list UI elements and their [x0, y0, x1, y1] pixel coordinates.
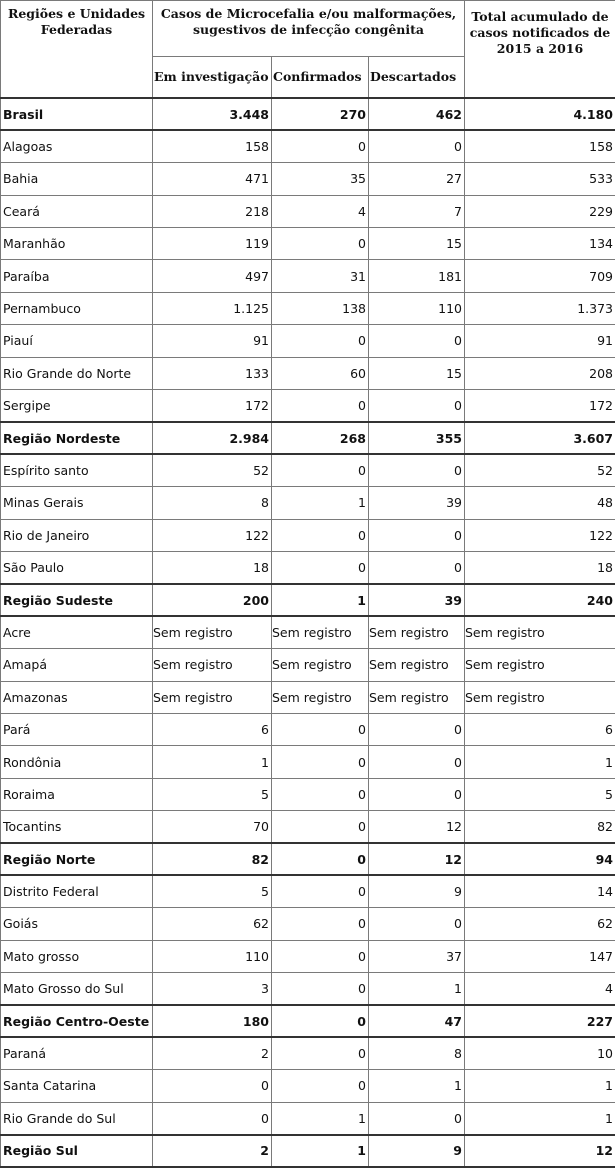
- discarded-cell: Sem registro: [369, 616, 465, 648]
- investigation-cell: 200: [153, 584, 272, 616]
- total-cell: 48: [465, 487, 615, 519]
- row-label: Piauí: [1, 325, 153, 357]
- row-label: Mato grosso: [1, 940, 153, 972]
- discarded-cell: 0: [369, 454, 465, 486]
- confirmed-cell: 0: [272, 940, 369, 972]
- investigation-cell: 110: [153, 940, 272, 972]
- table-row: [1, 130, 615, 162]
- discarded-cell: 0: [369, 551, 465, 583]
- confirmed-cell: 0: [272, 551, 369, 583]
- table-row: [1, 1070, 615, 1102]
- confirmed-cell: 0: [272, 390, 369, 422]
- total-cell: 1: [465, 1070, 615, 1102]
- investigation-cell: 158: [153, 130, 272, 162]
- total-cell: 91: [465, 325, 615, 357]
- table-row: [1, 1102, 615, 1134]
- row-label: Espírito santo: [1, 454, 153, 486]
- row-label: Santa Catarina: [1, 1070, 153, 1102]
- row-label: Região Sudeste: [1, 584, 153, 616]
- table-row: [1, 195, 615, 227]
- investigation-cell: Sem registro: [153, 616, 272, 648]
- total-cell: 14: [465, 875, 615, 907]
- investigation-cell: 82: [153, 843, 272, 875]
- discarded-cell: 1: [369, 973, 465, 1005]
- confirmed-cell: 1: [272, 1102, 369, 1134]
- row-label: Tocantins: [1, 811, 153, 843]
- row-label: Ceará: [1, 195, 153, 227]
- table-row: [1, 973, 615, 1005]
- row-label: Rio de Janeiro: [1, 519, 153, 551]
- investigation-cell: 133: [153, 357, 272, 389]
- row-label: Minas Gerais: [1, 487, 153, 519]
- confirmed-cell: 1: [272, 584, 369, 616]
- table-row-region-total: [1, 1005, 615, 1037]
- discarded-cell: 0: [369, 746, 465, 778]
- table-row: [1, 519, 615, 551]
- confirmed-cell: 270: [272, 98, 369, 130]
- table-row-region-total: [1, 98, 615, 130]
- table-row: [1, 811, 615, 843]
- total-cell: 172: [465, 390, 615, 422]
- total-cell: 229: [465, 195, 615, 227]
- confirmed-cell: 4: [272, 195, 369, 227]
- total-cell: 4.180: [465, 98, 615, 130]
- total-cell: 709: [465, 260, 615, 292]
- discarded-cell: 37: [369, 940, 465, 972]
- total-column-header: Total acumulado de casos notificados de 2015 a 2016: [465, 1, 615, 99]
- row-label: Roraima: [1, 778, 153, 810]
- table-row-region-total: [1, 843, 615, 875]
- discarded-cell: 0: [369, 908, 465, 940]
- investigation-cell: 52: [153, 454, 272, 486]
- table-body: [1, 98, 615, 1167]
- confirmed-cell: 0: [272, 973, 369, 1005]
- total-cell: 5: [465, 778, 615, 810]
- investigation-cell: 6: [153, 713, 272, 745]
- confirmed-cell: Sem registro: [272, 649, 369, 681]
- investigation-cell: Sem registro: [153, 681, 272, 713]
- total-cell: 227: [465, 1005, 615, 1037]
- confirmed-cell: Sem registro: [272, 616, 369, 648]
- discarded-cell: 12: [369, 843, 465, 875]
- confirmed-cell: 0: [272, 454, 369, 486]
- discarded-cell: 181: [369, 260, 465, 292]
- investigation-cell: 2.984: [153, 422, 272, 454]
- confirmed-cell: 0: [272, 1070, 369, 1102]
- investigation-cell: 119: [153, 228, 272, 260]
- total-cell: 1.373: [465, 292, 615, 324]
- discarded-cell: 0: [369, 713, 465, 745]
- total-cell: 1: [465, 1102, 615, 1134]
- total-cell: 158: [465, 130, 615, 162]
- table-row: [1, 260, 615, 292]
- investigation-cell: 3: [153, 973, 272, 1005]
- table-row: [1, 357, 615, 389]
- confirmed-cell: 0: [272, 908, 369, 940]
- table-row: [1, 163, 615, 195]
- confirmed-cell: Sem registro: [272, 681, 369, 713]
- confirmed-cell: 1: [272, 487, 369, 519]
- investigation-cell: 62: [153, 908, 272, 940]
- table-row: [1, 940, 615, 972]
- investigation-cell: 1.125: [153, 292, 272, 324]
- confirmed-cell: 0: [272, 713, 369, 745]
- table-header: [1, 1, 615, 99]
- investigation-cell: 471: [153, 163, 272, 195]
- row-label: Distrito Federal: [1, 875, 153, 907]
- confirmed-cell: 0: [272, 746, 369, 778]
- investigation-cell: 8: [153, 487, 272, 519]
- table-row: [1, 1037, 615, 1069]
- discarded-cell: 39: [369, 487, 465, 519]
- row-label: Acre: [1, 616, 153, 648]
- discarded-cell: 0: [369, 130, 465, 162]
- discarded-cell: 0: [369, 390, 465, 422]
- table-row-region-total: [1, 584, 615, 616]
- row-label: Rondônia: [1, 746, 153, 778]
- row-label: Pernambuco: [1, 292, 153, 324]
- row-label: Rio Grande do Sul: [1, 1102, 153, 1134]
- investigation-cell: 18: [153, 551, 272, 583]
- row-label: Sergipe: [1, 390, 153, 422]
- table-row: [1, 325, 615, 357]
- table-row: [1, 681, 615, 713]
- investigation-cell: 0: [153, 1102, 272, 1134]
- discarded-cell: 12: [369, 811, 465, 843]
- table-row: [1, 649, 615, 681]
- confirmed-cell: 0: [272, 1005, 369, 1037]
- total-cell: 18: [465, 551, 615, 583]
- discarded-cell: 9: [369, 1135, 465, 1167]
- investigation-cell: 2: [153, 1135, 272, 1167]
- investigation-cell: 0: [153, 1070, 272, 1102]
- table-row: [1, 454, 615, 486]
- discarded-cell: Sem registro: [369, 649, 465, 681]
- investigation-cell: 218: [153, 195, 272, 227]
- investigation-cell: 2: [153, 1037, 272, 1069]
- row-label: Mato Grosso do Sul: [1, 973, 153, 1005]
- row-label: Maranhão: [1, 228, 153, 260]
- total-cell: 240: [465, 584, 615, 616]
- table-row: [1, 746, 615, 778]
- confirmed-cell: 0: [272, 843, 369, 875]
- row-label: Paraná: [1, 1037, 153, 1069]
- confirmed-column-header: Confirmados: [272, 57, 369, 99]
- table-row: [1, 616, 615, 648]
- confirmed-cell: 0: [272, 130, 369, 162]
- confirmed-cell: 0: [272, 519, 369, 551]
- investigation-cell: 172: [153, 390, 272, 422]
- investigation-cell: 5: [153, 778, 272, 810]
- row-label: Paraíba: [1, 260, 153, 292]
- table-row: [1, 390, 615, 422]
- total-cell: 208: [465, 357, 615, 389]
- total-cell: 3.607: [465, 422, 615, 454]
- table-row: [1, 551, 615, 583]
- discarded-cell: 0: [369, 325, 465, 357]
- discarded-cell: 8: [369, 1037, 465, 1069]
- table-row: [1, 228, 615, 260]
- investigation-cell: 1: [153, 746, 272, 778]
- row-label: Região Centro-Oeste: [1, 1005, 153, 1037]
- discarded-cell: 110: [369, 292, 465, 324]
- discarded-cell: 1: [369, 1070, 465, 1102]
- row-label: Amapá: [1, 649, 153, 681]
- investigation-cell: 122: [153, 519, 272, 551]
- discarded-cell: 15: [369, 357, 465, 389]
- discarded-cell: 0: [369, 519, 465, 551]
- table-row: [1, 713, 615, 745]
- row-label: São Paulo: [1, 551, 153, 583]
- investigation-cell: 180: [153, 1005, 272, 1037]
- confirmed-cell: 35: [272, 163, 369, 195]
- total-cell: 62: [465, 908, 615, 940]
- table-row: [1, 908, 615, 940]
- row-label: Bahia: [1, 163, 153, 195]
- table-row: [1, 875, 615, 907]
- total-cell: 122: [465, 519, 615, 551]
- discarded-cell: 0: [369, 778, 465, 810]
- confirmed-cell: 0: [272, 778, 369, 810]
- table-row-region-total: [1, 422, 615, 454]
- investigation-cell: 70: [153, 811, 272, 843]
- total-cell: 82: [465, 811, 615, 843]
- discarded-cell: 462: [369, 98, 465, 130]
- total-cell: 533: [465, 163, 615, 195]
- investigation-cell: 3.448: [153, 98, 272, 130]
- discarded-cell: 355: [369, 422, 465, 454]
- row-label: Pará: [1, 713, 153, 745]
- discarded-cell: 15: [369, 228, 465, 260]
- discarded-cell: 0: [369, 1102, 465, 1134]
- confirmed-cell: 1: [272, 1135, 369, 1167]
- investigation-column-header: Em investigação: [153, 57, 272, 99]
- confirmed-cell: 0: [272, 228, 369, 260]
- confirmed-cell: 0: [272, 811, 369, 843]
- investigation-cell: Sem registro: [153, 649, 272, 681]
- total-cell: 4: [465, 973, 615, 1005]
- discarded-cell: 47: [369, 1005, 465, 1037]
- investigation-cell: 91: [153, 325, 272, 357]
- total-cell: 6: [465, 713, 615, 745]
- table-row: [1, 778, 615, 810]
- total-cell: Sem registro: [465, 616, 615, 648]
- total-cell: Sem registro: [465, 649, 615, 681]
- confirmed-cell: 0: [272, 1037, 369, 1069]
- discarded-cell: Sem registro: [369, 681, 465, 713]
- table-row: [1, 487, 615, 519]
- discarded-cell: 7: [369, 195, 465, 227]
- row-label: Amazonas: [1, 681, 153, 713]
- total-cell: 1: [465, 746, 615, 778]
- investigation-cell: 5: [153, 875, 272, 907]
- confirmed-cell: 138: [272, 292, 369, 324]
- row-label: Região Nordeste: [1, 422, 153, 454]
- total-cell: 134: [465, 228, 615, 260]
- row-label: Goiás: [1, 908, 153, 940]
- total-cell: 12: [465, 1135, 615, 1167]
- confirmed-cell: 31: [272, 260, 369, 292]
- total-cell: 94: [465, 843, 615, 875]
- cases-group-header: Casos de Microcefalia e/ou malformações, sugestivos de infecção congênita: [153, 1, 465, 57]
- total-cell: 10: [465, 1037, 615, 1069]
- discarded-cell: 9: [369, 875, 465, 907]
- total-cell: 52: [465, 454, 615, 486]
- region-column-header: Regiões e Unidades Federadas: [1, 1, 153, 99]
- confirmed-cell: 60: [272, 357, 369, 389]
- row-label: Alagoas: [1, 130, 153, 162]
- row-label: Região Sul: [1, 1135, 153, 1167]
- discarded-cell: 39: [369, 584, 465, 616]
- investigation-cell: 497: [153, 260, 272, 292]
- total-cell: 147: [465, 940, 615, 972]
- total-cell: Sem registro: [465, 681, 615, 713]
- discarded-cell: 27: [369, 163, 465, 195]
- table-row: [1, 292, 615, 324]
- confirmed-cell: 268: [272, 422, 369, 454]
- confirmed-cell: 0: [272, 875, 369, 907]
- row-label: Rio Grande do Norte: [1, 357, 153, 389]
- row-label: Região Norte: [1, 843, 153, 875]
- discarded-column-header: Descartados: [369, 57, 465, 99]
- row-label: Brasil: [1, 98, 153, 130]
- confirmed-cell: 0: [272, 325, 369, 357]
